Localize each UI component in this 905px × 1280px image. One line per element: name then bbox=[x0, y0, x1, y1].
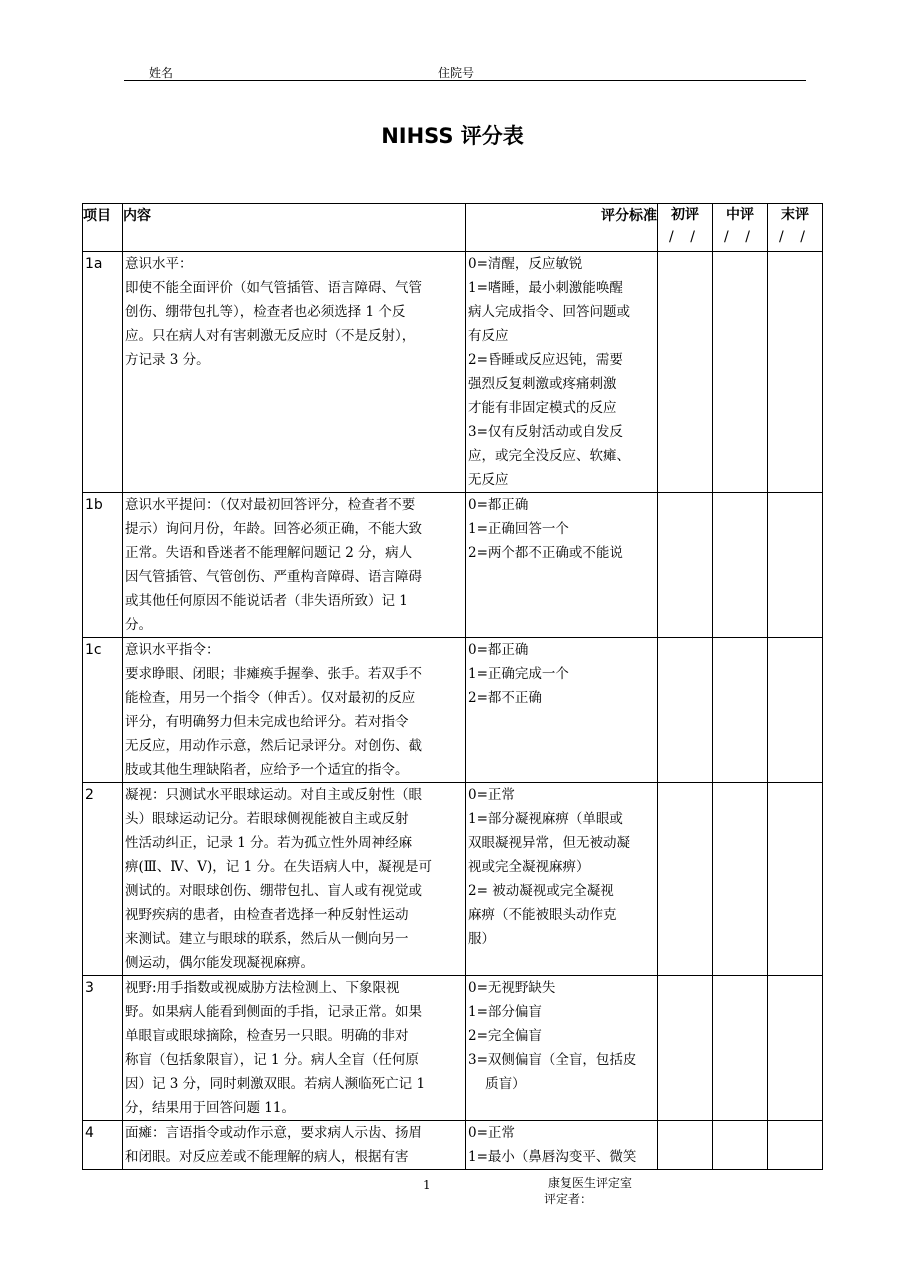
final-eval-label: 末评 bbox=[781, 207, 809, 223]
item-number: 2 bbox=[83, 783, 123, 976]
initial-score-cell[interactable] bbox=[658, 252, 713, 493]
initial-score-cell[interactable] bbox=[658, 638, 713, 783]
item-number: 1c bbox=[83, 638, 123, 783]
scoring-criteria: 0=正常 1=部分凝视麻痹（单眼或 双眼凝视异常，但无被动凝 视或完全凝视麻痹） 2= 被动凝视或完全凝视 麻痹（不能被眼头动作克 服） bbox=[466, 783, 658, 976]
item-number: 1b bbox=[83, 493, 123, 638]
header-initial-eval bbox=[658, 204, 713, 252]
final-score-cell[interactable] bbox=[768, 638, 823, 783]
final-eval-date: / / bbox=[779, 229, 811, 245]
final-score-cell[interactable] bbox=[768, 976, 823, 1121]
mid-score-cell[interactable] bbox=[713, 1121, 768, 1170]
department-label: 康复医生评定室 bbox=[548, 1176, 633, 1190]
hospital-number-label: 住院号 bbox=[438, 66, 475, 80]
item-content: 凝视：只测试水平眼球运动。对自主或反射性（眼 头）眼球运动记分。若眼球侧视能被自主或反射 性活动纠正，记录 1 分。若为孤立性外周神经麻 痹(Ⅲ、Ⅳ、Ⅴ)，记 1 分。在失语病人中，凝视是可 测试的。对眼球创伤、绷带包扎、盲人或有视觉或 视野疾病的患者，由检查者选择一种反射性运动 来测试。建立与眼球的联系，然后从一侧向另一 侧运动，偶尔能发现凝视麻痹。 bbox=[123, 783, 466, 976]
table-row bbox=[83, 1121, 823, 1170]
header-item: 项目 bbox=[83, 204, 123, 252]
header-criteria: 评分标准 bbox=[466, 204, 658, 252]
final-score-cell[interactable] bbox=[768, 783, 823, 976]
table-row bbox=[83, 976, 823, 1121]
mid-score-cell[interactable] bbox=[713, 783, 768, 976]
mid-score-cell[interactable] bbox=[713, 638, 768, 783]
final-score-cell[interactable] bbox=[768, 252, 823, 493]
item-number: 1a bbox=[83, 252, 123, 493]
item-content: 意识水平指令： 要求睁眼、闭眼；非瘫痪手握拳、张手。若双手不 能检查，用另一个指令（伸舌）。仅对最初的反应 评分，有明确努力但未完成也给评分。若对指令 无反应，用动作示意，然后记录评分。对创伤、截 肢或其他生理缺陷者，应给予一个适宜的指令。 bbox=[123, 638, 466, 783]
scoring-criteria: 0=都正确 1=正确回答一个 2=两个都不正确或不能说 bbox=[466, 493, 658, 638]
final-score-cell[interactable] bbox=[768, 1121, 823, 1170]
initial-score-cell[interactable] bbox=[658, 976, 713, 1121]
scoring-criteria: 0=清醒，反应敏锐 1=嗜睡，最小刺激能唤醒 病人完成指令、回答问题或 有反应 2=昏睡或反应迟钝，需要 强烈反复刺激或疼痛刺激 才能有非固定模式的反应 3=仅有反射活动或自发反 应，或完全没反应、软瘫、 无反应 bbox=[466, 252, 658, 493]
final-score-cell[interactable] bbox=[768, 493, 823, 638]
mid-eval-date: / / bbox=[724, 229, 756, 245]
patient-header bbox=[124, 62, 806, 81]
scoring-criteria: 0=都正确 1=正确完成一个 2=都不正确 bbox=[466, 638, 658, 783]
initial-score-cell[interactable] bbox=[658, 783, 713, 976]
initial-score-cell[interactable] bbox=[658, 1121, 713, 1170]
page-title: NIHSS 评分表 bbox=[381, 124, 524, 148]
name-label: 姓名 bbox=[149, 66, 174, 80]
table-row bbox=[83, 493, 823, 638]
table-row bbox=[83, 783, 823, 976]
mid-score-cell[interactable] bbox=[713, 252, 768, 493]
table-row bbox=[83, 638, 823, 783]
initial-score-cell[interactable] bbox=[658, 493, 713, 638]
initial-eval-label: 初评 bbox=[671, 207, 699, 223]
mid-score-cell[interactable] bbox=[713, 976, 768, 1121]
assessor-label: 评定者： bbox=[544, 1192, 593, 1206]
header-content: 内容 bbox=[123, 204, 466, 252]
nihss-table bbox=[82, 203, 823, 1170]
mid-score-cell[interactable] bbox=[713, 493, 768, 638]
item-content: 面瘫：言语指令或动作示意，要求病人示齿、扬眉 和闭眼。对反应差或不能理解的病人，根据有害 bbox=[123, 1121, 466, 1170]
table-header-row bbox=[83, 204, 823, 252]
page-number: 1 bbox=[423, 1178, 431, 1192]
item-content: 意识水平提问：（仅对最初回答评分，检查者不要 提示）询问月份，年龄。回答必须正确，不能大致 正常。失语和昏迷者不能理解问题记 2 分，病人 因气管插管、气管创伤、严重构音障碍、语言障碍 或其他任何原因不能说话者（非失语所致）记 1 分。 bbox=[123, 493, 466, 638]
scoring-criteria: 0=正常 1=最小（鼻唇沟变平、微笑 bbox=[466, 1121, 658, 1170]
item-number: 4 bbox=[83, 1121, 123, 1170]
header-final-eval bbox=[768, 204, 823, 252]
item-number: 3 bbox=[83, 976, 123, 1121]
mid-eval-label: 中评 bbox=[726, 207, 754, 223]
table-row bbox=[83, 252, 823, 493]
initial-eval-date: / / bbox=[669, 229, 701, 245]
scoring-criteria: 0=无视野缺失 1=部分偏盲 2=完全偏盲 3=双侧偏盲（全盲，包括皮 质盲） bbox=[466, 976, 658, 1121]
header-mid-eval bbox=[713, 204, 768, 252]
item-content: 视野:用手指数或视威胁方法检测上、下象限视 野。如果病人能看到侧面的手指，记录正常。如果 单眼盲或眼球摘除，检查另一只眼。明确的非对 称盲（包括象限盲），记 1 分。病人全盲（任何原 因）记 3 分，同时刺激双眼。若病人濒临死亡记 1 分，结果用于回答问题 11。 bbox=[123, 976, 466, 1121]
item-content: 意识水平： 即使不能全面评价（如气管插管、语言障碍、气管 创伤、绷带包扎等），检查者也必须选择 1 个反 应。只在病人对有害刺激无反应时（不是反射）， 方记录 3 分。 bbox=[123, 252, 466, 493]
